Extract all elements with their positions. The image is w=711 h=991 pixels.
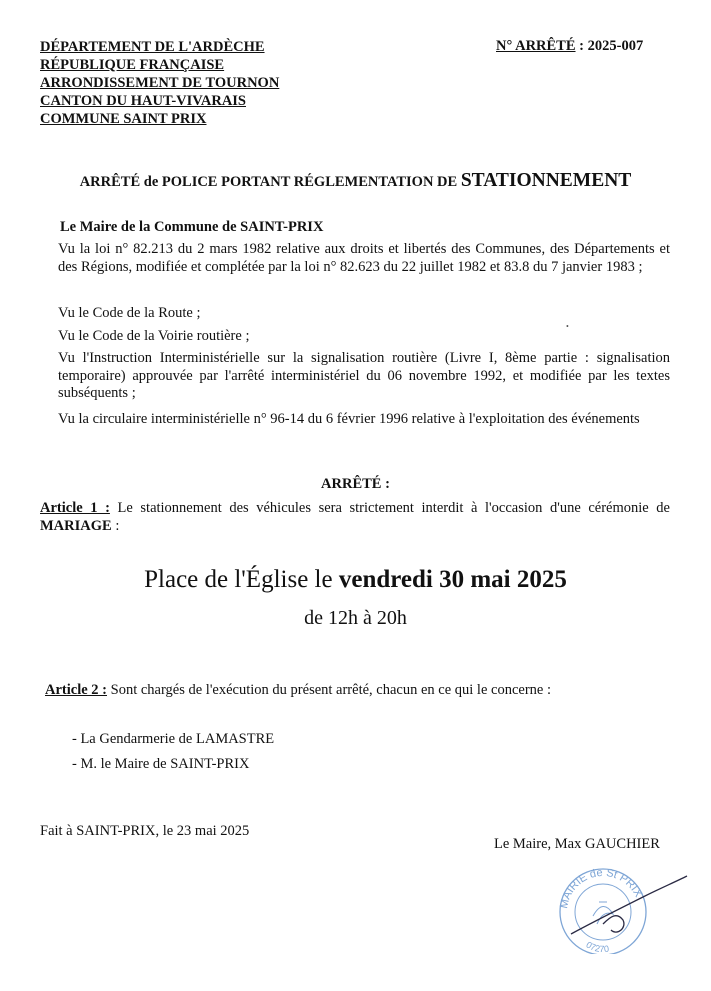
header-arrondissement: ARRONDISSEMENT DE TOURNON xyxy=(40,75,280,91)
stamp-text-path: MAIRIE de St PRIX xyxy=(558,866,645,910)
signer-name: Le Maire, Max GAUCHIER xyxy=(494,836,660,852)
event-hours: de 12h à 20h xyxy=(304,607,407,629)
article-1-suffix: : xyxy=(111,517,120,534)
title-highlight: STATIONNEMENT xyxy=(460,170,632,191)
vu-item: Vu le Code de la Route ; xyxy=(58,305,201,321)
stamp-inner-ring xyxy=(575,884,631,940)
article-2-text: Sont chargés de l'exécution du présent arrêté, chacun en ce qui le concerne : xyxy=(110,682,551,698)
event-place: Place de l'Église le xyxy=(144,566,333,593)
event-date: vendredi 30 mai 2025 xyxy=(338,566,567,593)
event-place-date xyxy=(0,566,711,594)
recipient-item: - La Gendarmerie de LAMASTRE xyxy=(72,731,275,747)
fait-date-line: Fait à SAINT-PRIX, le 23 mai 2025 xyxy=(40,823,250,839)
document-title xyxy=(0,170,711,192)
mairie-stamp-and-signature xyxy=(553,862,693,954)
article-1-ceremony: MARIAGE xyxy=(40,517,112,534)
arrete-number-value: : 2025-007 xyxy=(579,38,644,54)
arrete-heading: ARRÊTÉ : xyxy=(321,476,390,492)
vu-item: Vu la circulaire interministérielle n° 96-14 du 6 février 1996 relative à l'exploitation des événements xyxy=(58,411,640,427)
vu-item: Vu le Code de la Voirie routière ; xyxy=(58,328,250,344)
header-department: DÉPARTEMENT DE L'ARDÈCHE xyxy=(40,39,265,55)
scan-speck: • xyxy=(566,322,569,331)
header-canton: CANTON DU HAUT-VIVARAIS xyxy=(40,93,246,109)
arrete-number-label: N° ARRÊTÉ xyxy=(496,38,576,54)
title-prefix: ARRÊTÉ de POLICE PORTANT RÉGLEMENTATION DE xyxy=(79,174,458,190)
arrete-number xyxy=(496,38,643,55)
vu-item: Vu la loi n° 82.213 du 2 mars 1982 relative aux droits et libertés des Communes, des Départements et des Régions, modifiée et complétée par la loi n° 82.623 du 22 juillet 1982 et 83.8 du 7 janvier 1983 ; xyxy=(58,241,670,275)
article-1-label: Article 1 : xyxy=(40,500,110,516)
header-republic: RÉPUBLIQUE FRANÇAISE xyxy=(40,57,225,73)
article-1-text: Le stationnement des véhicules sera strictement interdit à l'occasion d'une cérémonie de xyxy=(117,500,670,516)
recipient-item: - M. le Maire de SAINT-PRIX xyxy=(72,756,250,772)
article-2 xyxy=(45,682,551,699)
article-1 xyxy=(40,500,670,535)
header-commune: COMMUNE SAINT PRIX xyxy=(40,111,207,127)
stamp-code-path: 07270 xyxy=(584,939,610,954)
administrative-header xyxy=(40,38,279,128)
article-2-label: Article 2 : xyxy=(45,682,107,698)
vu-item: Vu l'Instruction Interministérielle sur la signalisation routière (Livre I, 8ème partie : signalisation temporaire) approuvée par l'arrêté interministériel du 06 novembre 1992, et modifiée par les textes subséquents ; xyxy=(58,350,670,401)
maire-line: Le Maire de la Commune de SAINT-PRIX xyxy=(60,219,324,235)
